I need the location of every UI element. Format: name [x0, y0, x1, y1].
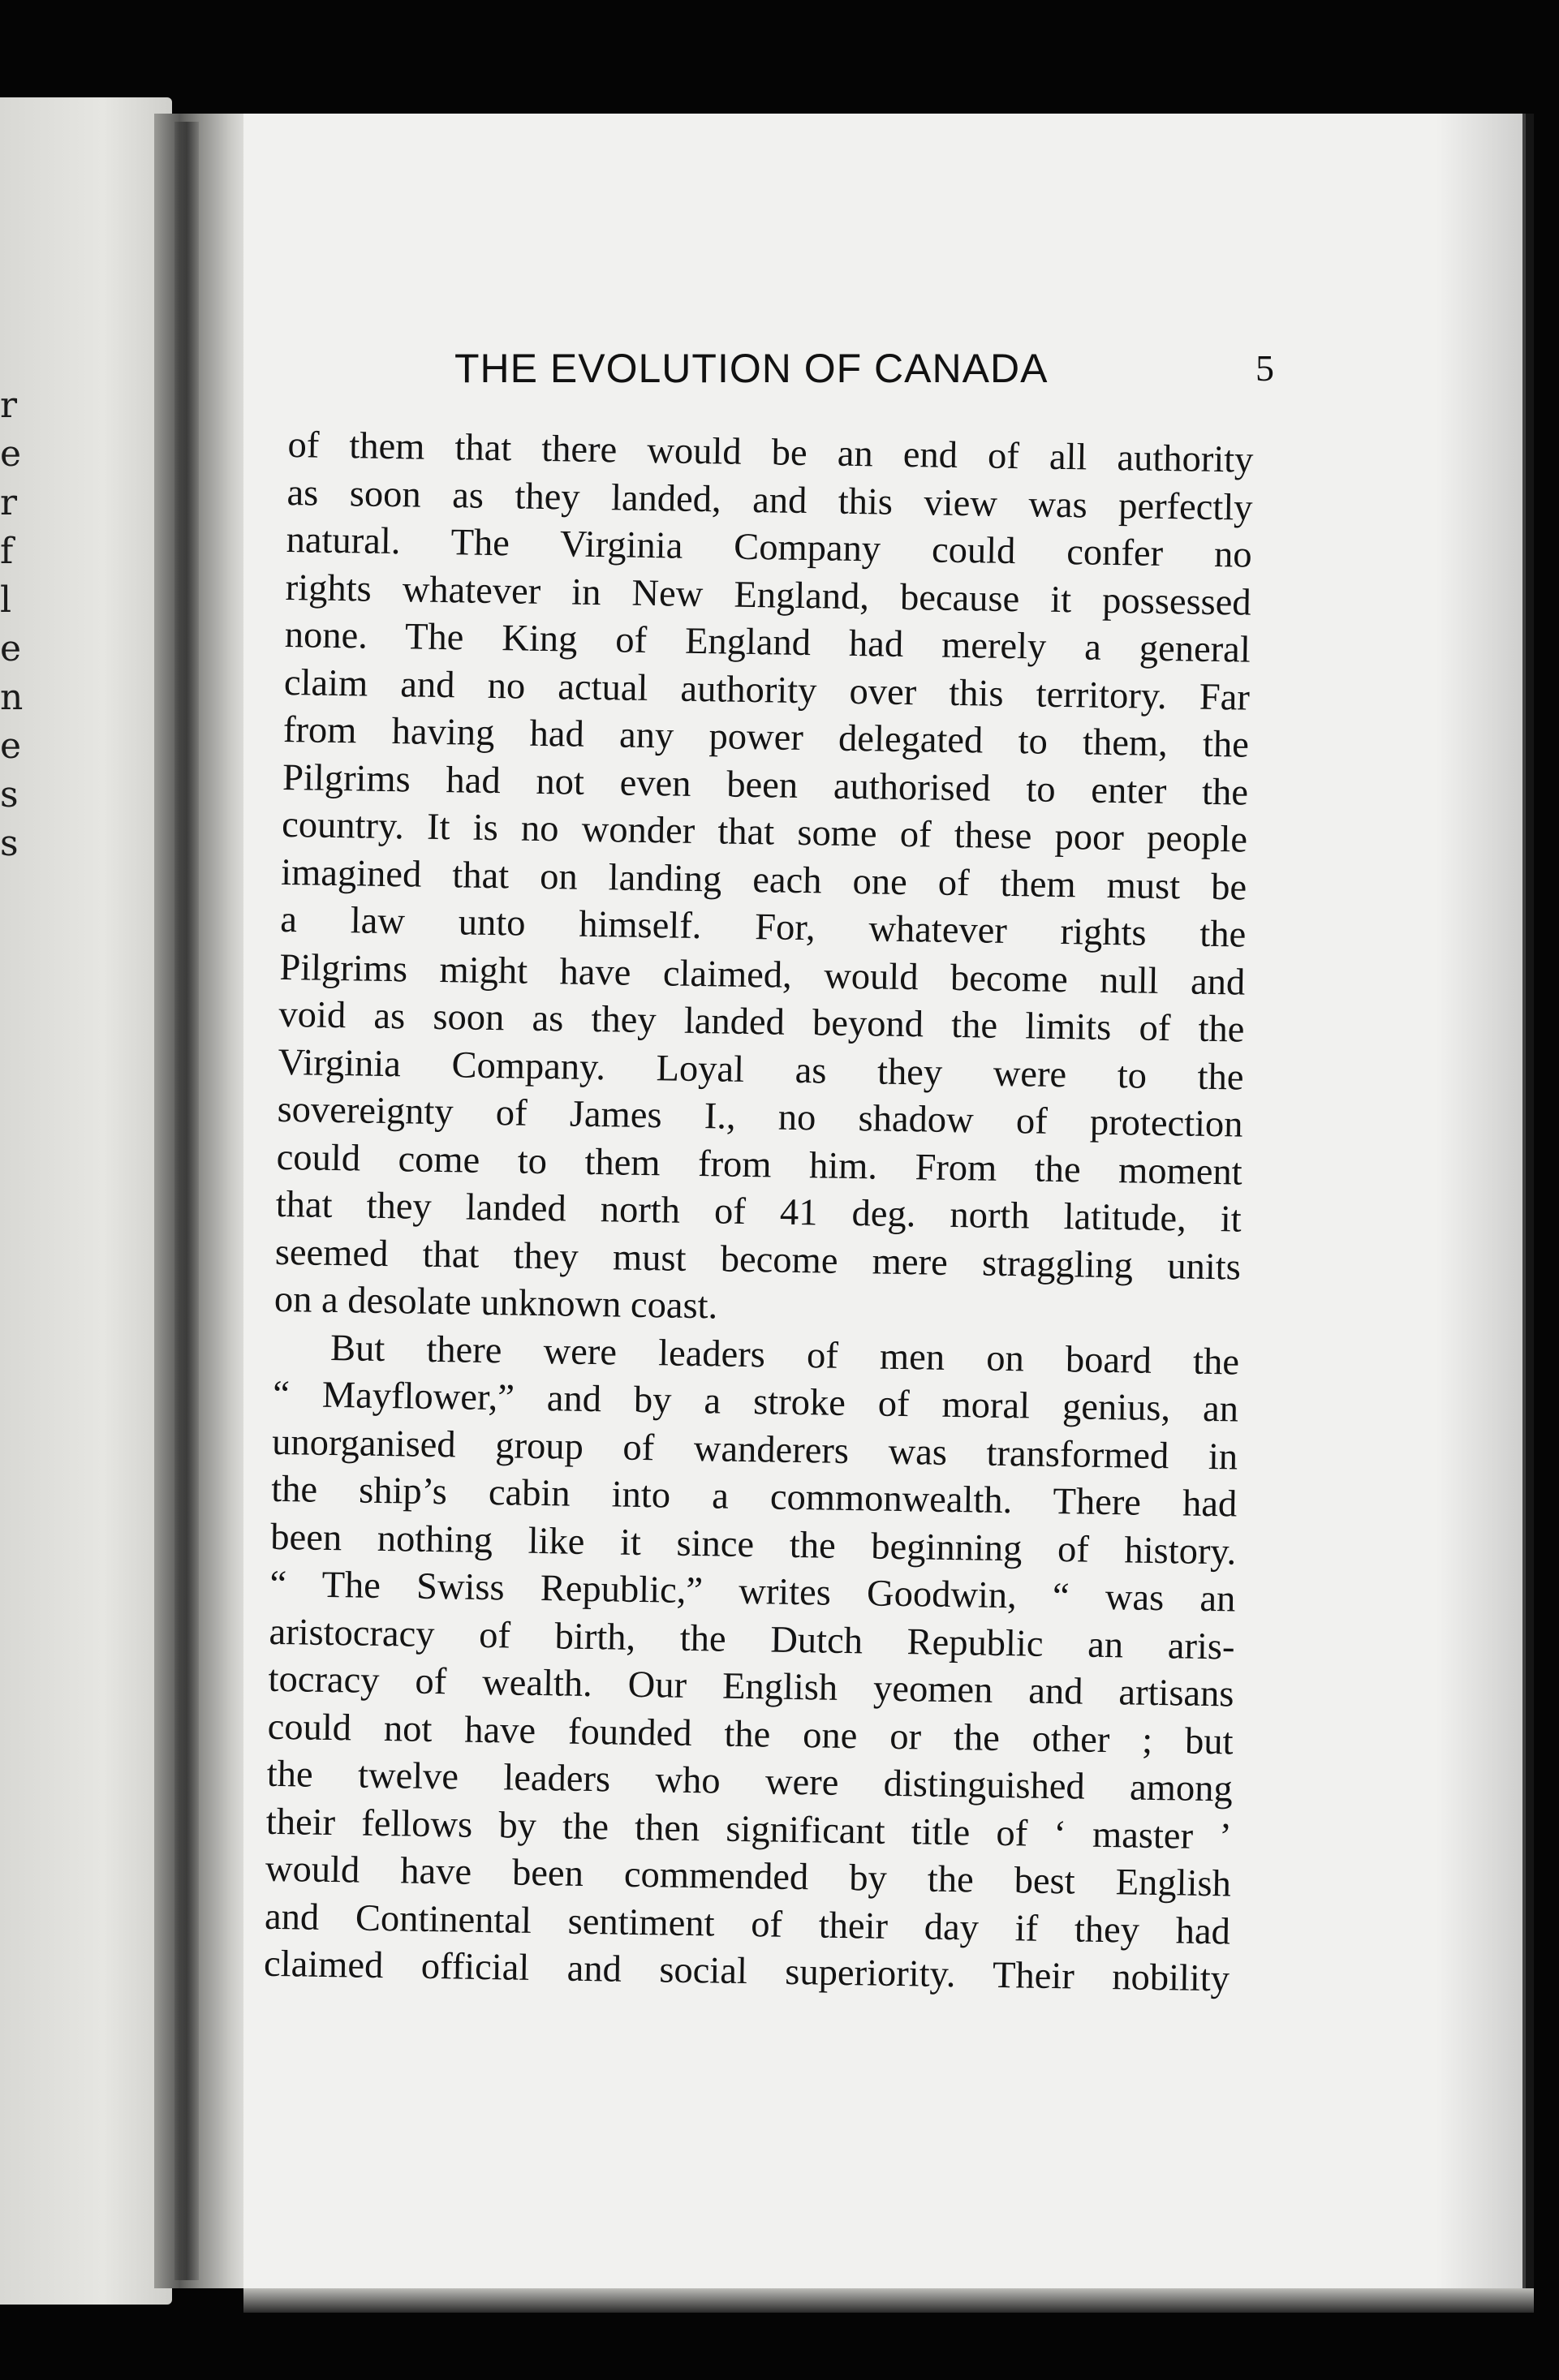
- text-line: on a desolate unknown coast.: [273, 1278, 718, 1328]
- text-line: and Continental sentiment of their day if they had: [264, 1896, 1231, 1952]
- body-text: [263, 422, 1254, 2059]
- text-line: of them that there would be an end of all authority: [287, 424, 1254, 481]
- text-line: that they landed north of 41 deg. north latitude, it: [275, 1183, 1242, 1241]
- text-line: void as soon as they landed beyond the limits of the: [278, 993, 1245, 1051]
- fragment: n: [0, 677, 24, 718]
- fragment: e: [0, 433, 22, 475]
- fragment: s: [0, 774, 19, 816]
- page-edge-shade: [1436, 114, 1526, 2305]
- text-line: as soon as they landed, and this view was perfectly: [286, 471, 1253, 529]
- text-line: could come to them from him. From the moment: [276, 1136, 1243, 1194]
- paragraph-1: [274, 422, 1254, 1339]
- text-line: rights whatever in New England, because it possessed: [285, 566, 1252, 624]
- text-line: would have been commended by the best English: [265, 1848, 1232, 1905]
- text-line: Pilgrims had not even been authorised to enter the: [282, 756, 1249, 814]
- text-line: none. The King of England had merely a general: [284, 613, 1251, 671]
- text-line: from having had any power delegated to them, the: [282, 708, 1250, 766]
- running-title: THE EVOLUTION OF CANADA: [454, 346, 1049, 391]
- text-line: unorganised group of wanderers was transformed in: [271, 1421, 1238, 1478]
- text-line: been nothing like it since the beginning of history.: [270, 1516, 1237, 1573]
- text-line: seemed that they must become mere straggling units: [274, 1231, 1242, 1289]
- book-gutter: [154, 114, 256, 2288]
- paragraph-2: [264, 1323, 1240, 2003]
- text-line: “ Mayflower,” and by a stroke of moral genius, an: [272, 1373, 1239, 1431]
- text-line: could not have founded the one or the other ; but: [267, 1706, 1234, 1762]
- page-header: [454, 345, 1274, 402]
- page-bottom-edge: [243, 2288, 1534, 2313]
- text-line: sovereignty of James I., no shadow of protection: [277, 1088, 1243, 1146]
- text-line: their fellows by the then significant title of ‘ master ’: [265, 1801, 1233, 1857]
- fragment: r: [0, 482, 18, 523]
- text-line: tocracy of wealth. Our English yeomen and artisans: [268, 1658, 1234, 1715]
- fragment: e: [0, 725, 22, 767]
- fragment: f: [0, 531, 14, 572]
- text-line: claimed official and social superiority. Their nobility: [263, 1943, 1230, 2000]
- text-line: the twelve leaders who were distinguished among: [266, 1753, 1234, 1810]
- text-line: imagined that on landing each one of them must be: [280, 851, 1247, 909]
- fragment: l: [0, 579, 12, 621]
- fragment: r: [0, 385, 18, 426]
- text-line: claim and no actual authority over this territory. Far: [283, 661, 1251, 719]
- gutter-shadow: [174, 122, 199, 2280]
- text-line: “ The Swiss Republic,” writes Goodwin, “ was an: [269, 1563, 1236, 1620]
- text-line: Virginia Company. Loyal as they were to the: [278, 1041, 1244, 1099]
- text-line: But there were leaders of men on board the: [329, 1327, 1240, 1384]
- fragment: e: [0, 628, 22, 669]
- page-number: 5: [1255, 347, 1274, 389]
- fragment: s: [0, 823, 19, 864]
- text-line: country. It is no wonder that some of these poor people: [281, 803, 1248, 861]
- text-line: natural. The Virginia Company could confer no: [286, 519, 1252, 576]
- text-line: the ship’s cabin into a commonwealth. There had: [270, 1468, 1238, 1526]
- text-line: Pilgrims might have claimed, would become null and: [279, 946, 1246, 1004]
- text-line: a law unto himself. For, whatever rights the: [279, 898, 1247, 956]
- facing-page-text-fragments: [0, 381, 24, 868]
- facing-page-edge: [0, 97, 172, 2305]
- text-line: aristocracy of birth, the Dutch Republic an aris-: [269, 1611, 1235, 1668]
